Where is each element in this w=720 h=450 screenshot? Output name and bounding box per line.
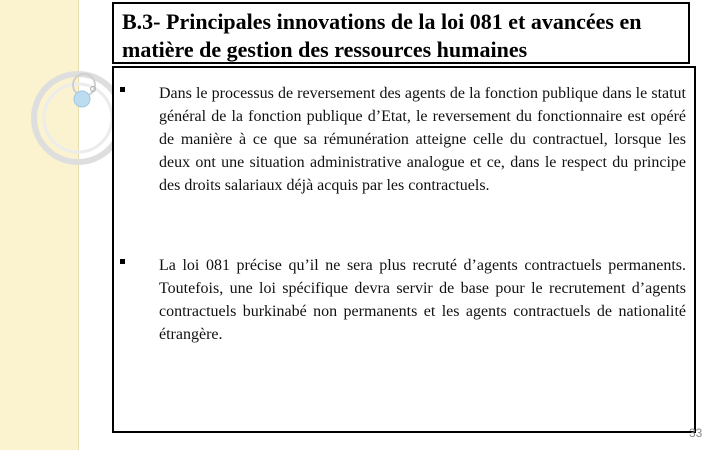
title-box xyxy=(112,2,690,64)
bullet-text: La loi 081 précise qu’il ne sera plus recruté d’agents contractuels permanents. Toutefois, une loi spécifique devra servir de base pour le recrutement d’agents contractuels burkinabé non permanents et les agents contractuels de nationalité étrangère. xyxy=(159,257,686,343)
slide-title: B.3- Principales innovations de la loi 081 et avancées en matière de gestion des ressources humaines xyxy=(122,9,642,62)
large-ring xyxy=(34,74,122,162)
square-bullet-icon xyxy=(120,259,125,264)
square-bullet-icon xyxy=(120,87,125,92)
bullet-item xyxy=(114,254,694,346)
blue-dot xyxy=(74,91,90,107)
content-box xyxy=(112,66,696,433)
bullet-item xyxy=(114,82,694,197)
bullet-text: Dans le processus de reversement des agents de la fonction publique dans le statut général de la fonction publique d’Etat, le reversement du fonctionnaire est opéré de manière à ce que sa rémunération atteigne celle du contractuel, lorsque les deux ont une situation administrative analogue et ce, dans le respect du principe des droits salariaux déjà acquis par les contractuels. xyxy=(159,85,686,194)
slide-number: 33 xyxy=(689,426,703,440)
